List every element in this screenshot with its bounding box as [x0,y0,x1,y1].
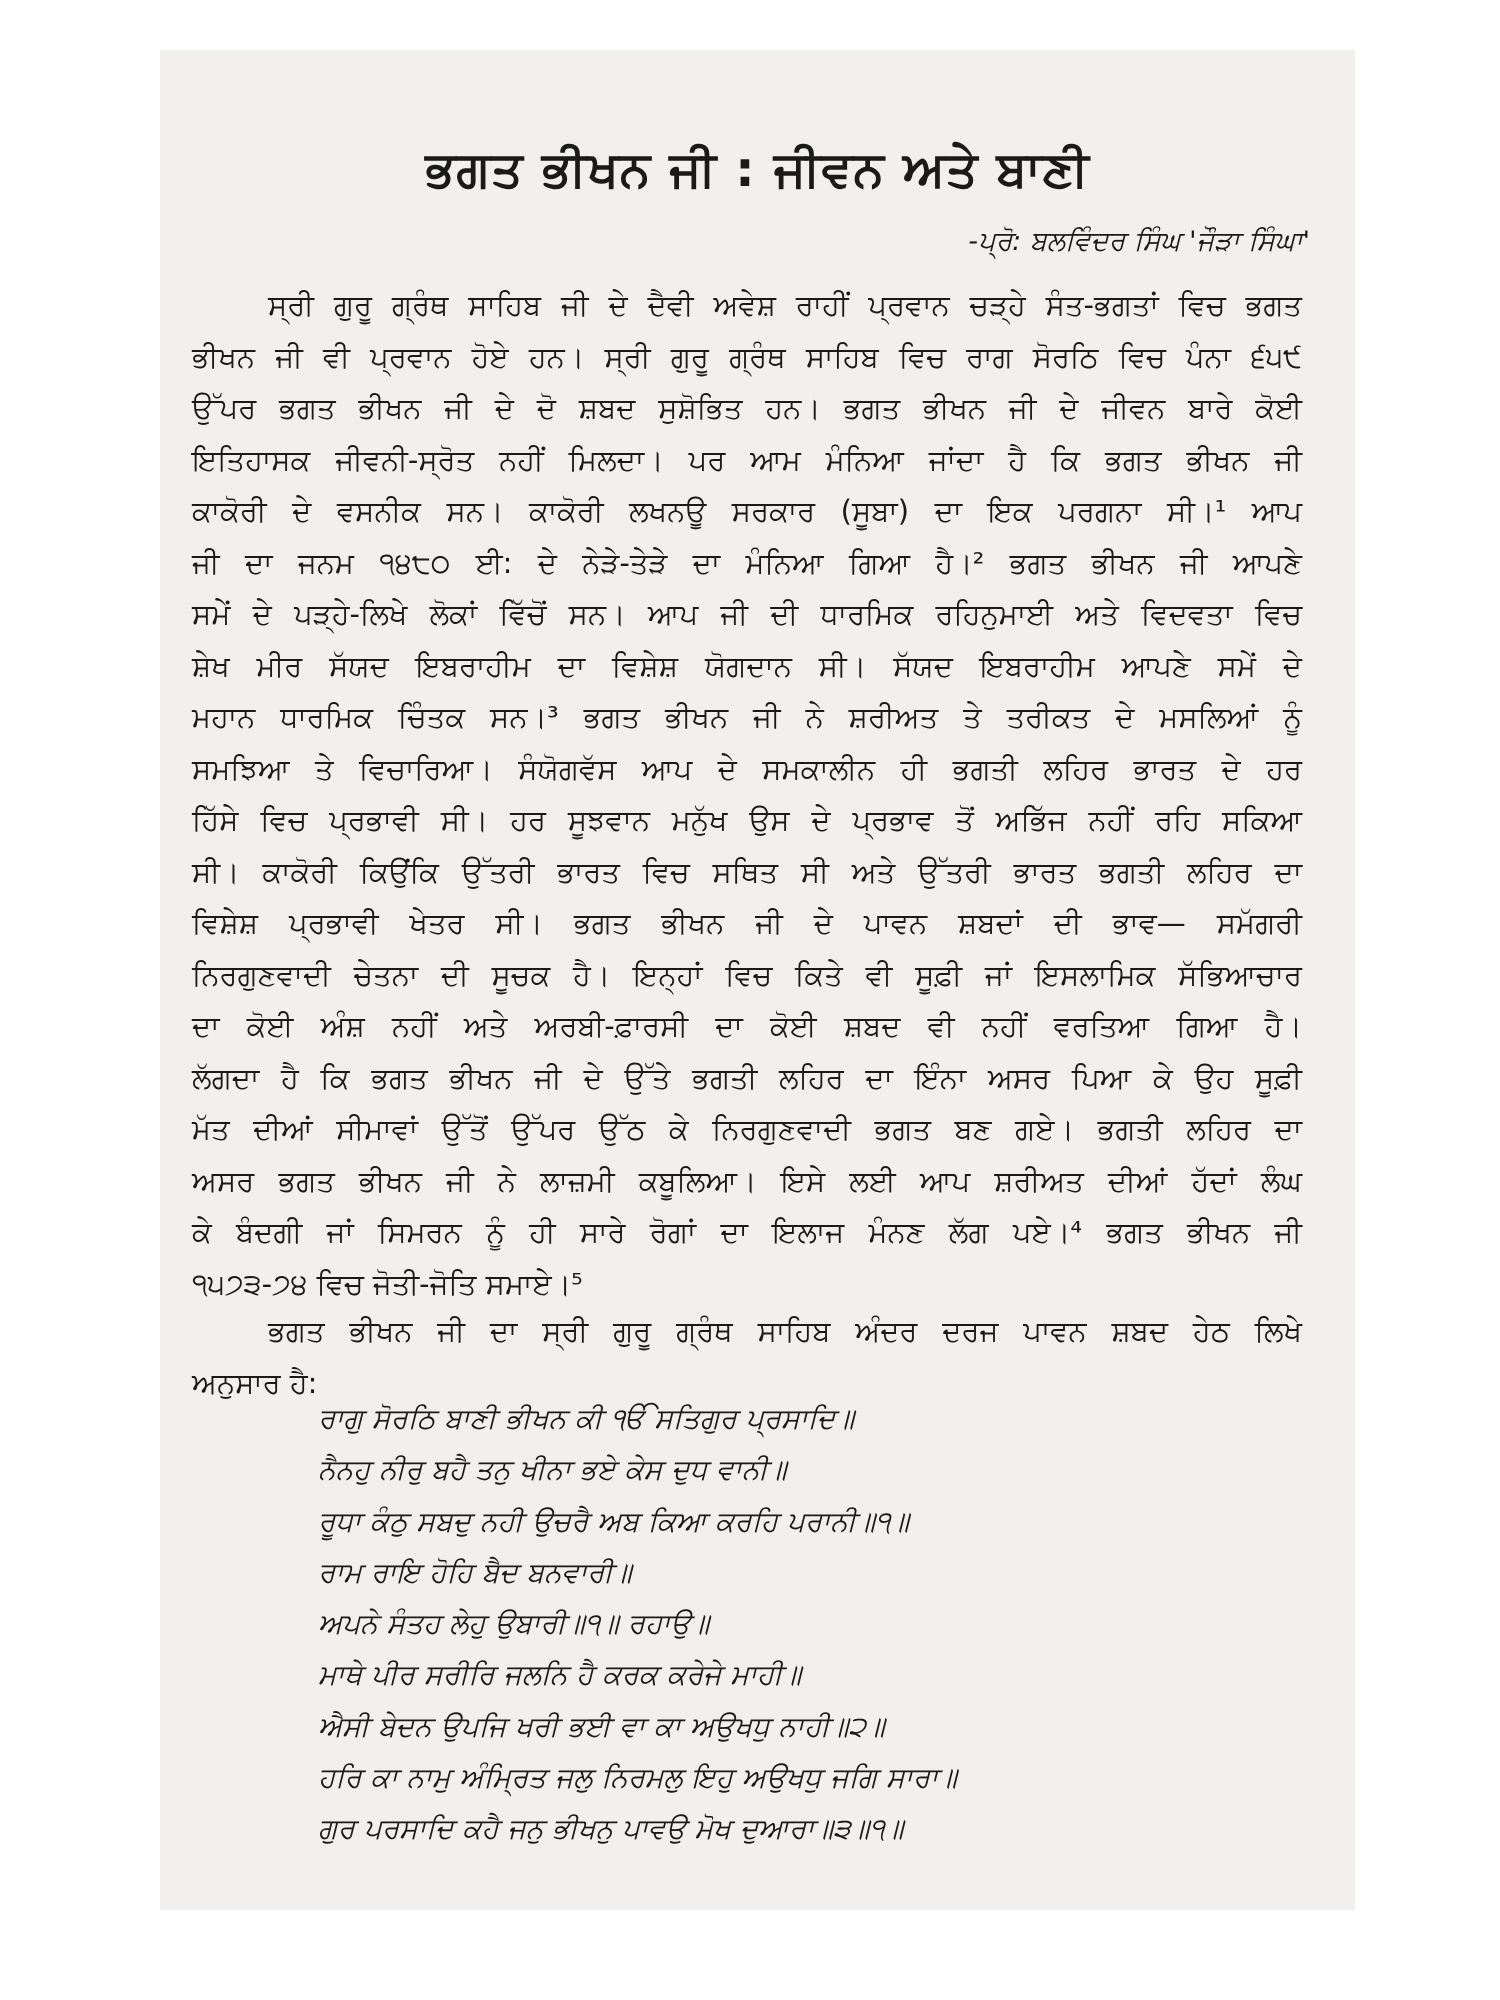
shabad-verse [318,1393,957,1855]
paragraph-line: ਉੱਪਰ ਭਗਤ ਭੀਖਨ ਜੀ ਦੇ ਦੋ ਸ਼ਬਦ ਸੁਸ਼ੋਭਿਤ ਹਨ। ਭਗਤ ਭੀਖਨ ਜੀ ਦੇ ਜੀਵਨ ਬਾਰੇ ਕੋਈ [192,391,1302,425]
paragraph-line: ਸ੍ਰੀ ਗੁਰੂ ਗ੍ਰੰਥ ਸਾਹਿਬ ਜੀ ਦੇ ਦੈਵੀ ਅਵੇਸ਼ ਰਾਹੀਂ ਪ੍ਰਵਾਨ ਚੜ੍ਹੇ ਸੰਤ-ਭਗਤਾਂ ਵਿਚ ਭਗਤ [268,288,1302,322]
verse-line: ਹਰਿ ਕਾ ਨਾਮੁ ਅੰਮ੍ਰਿਤ ਜਲੁ ਨਿਰਮਲੁ ਇਹੁ ਅਉਖਧੁ ਜਗਿ ਸਾਰਾ॥ [318,1761,957,1795]
paragraph-line: ਹਿੱਸੇ ਵਿਚ ਪ੍ਰਭਾਵੀ ਸੀ। ਹਰ ਸੂਝਵਾਨ ਮਨੁੱਖ ਉਸ ਦੇ ਪ੍ਰਭਾਵ ਤੋਂ ਅਭਿੱਜ ਨਹੀਂ ਰਹਿ ਸਕਿਆ [192,803,1302,837]
paragraph-line: ਇਤਿਹਾਸਕ ਜੀਵਨੀ-ਸ੍ਰੋਤ ਨਹੀਂ ਮਿਲਦਾ। ਪਰ ਆਮ ਮੰਨਿਆ ਜਾਂਦਾ ਹੈ ਕਿ ਭਗਤ ਭੀਖਨ ਜੀ [192,442,1302,477]
paragraph-line: ਕੇ ਬੰਦਗੀ ਜਾਂ ਸਿਮਰਨ ਨੂੰ ਹੀ ਸਾਰੇ ਰੋਗਾਂ ਦਾ ਇਲਾਜ ਮੰਨਣ ਲੱਗ ਪਏ।⁴ ਭਗਤ ਭੀਖਨ ਜੀ [192,1215,1302,1249]
paragraph-line: ਮੱਤ ਦੀਆਂ ਸੀਮਾਵਾਂ ਉੱਤੋਂ ਉੱਪਰ ਉੱਠ ਕੇ ਨਿਰਗੁਣਵਾਦੀ ਭਗਤ ਬਣ ਗਏ। ਭਗਤੀ ਲਹਿਰ ਦਾ [192,1112,1302,1146]
body-paragraph [192,280,1302,1310]
paragraph-line: ਜੀ ਦਾ ਜਨਮ ੧੪੮੦ ਈ: ਦੇ ਨੇੜੇ-ਤੇੜੇ ਦਾ ਮੰਨਿਆ ਗਿਆ ਹੈ।² ਭਗਤ ਭੀਖਨ ਜੀ ਆਪਣੇ [192,545,1302,580]
verse-line: ਅਪਨੇ ਸੰਤਹ ਲੇਹੁ ਉਬਾਰੀ॥੧॥ ਰਹਾਉ॥ [318,1607,710,1641]
verse-line: ਨੈਨਹੁ ਨੀਰੁ ਬਹੈ ਤਨੁ ਖੀਨਾ ਭਏ ਕੇਸ ਦੁਧ ਵਾਨੀ॥ [318,1453,787,1487]
paragraph-line: ਮਹਾਨ ਧਾਰਮਿਕ ਚਿੰਤਕ ਸਨ।³ ਭਗਤ ਭੀਖਨ ਜੀ ਨੇ ਸ਼ਰੀਅਤ ਤੇ ਤਰੀਕਤ ਦੇ ਮਸਲਿਆਂ ਨੂੰ [192,700,1302,734]
article-title: ਭਗਤ ਭੀਖਨ ਜੀ : ਜੀਵਨ ਅਤੇ ਬਾਣੀ [425,141,1090,198]
paragraph-line: ਵਿਸ਼ੇਸ਼ ਪ੍ਰਭਾਵੀ ਖੇਤਰ ਸੀ। ਭਗਤ ਭੀਖਨ ਜੀ ਦੇ ਪਾਵਨ ਸ਼ਬਦਾਂ ਦੀ ਭਾਵ— ਸਮੱਗਰੀ [192,906,1302,940]
verse-line: ਮਾਥੇ ਪੀਰ ਸਰੀਰਿ ਜਲਨਿ ਹੈ ਕਰਕ ਕਰੇਜੇ ਮਾਹੀ॥ [318,1658,802,1692]
verse-line: ਗੁਰ ਪਰਸਾਦਿ ਕਹੈ ਜਨੁ ਭੀਖਨੁ ਪਾਵਉ ਮੋਖ ਦੁਆਰਾ॥੩॥੧॥ [318,1812,904,1846]
paragraph-line: ੧੫੭੩-੭੪ ਵਿਚ ਜੋਤੀ-ਜੋਤਿ ਸਮਾਏ।⁵ [192,1266,583,1301]
verse-line: ਰੂਧਾ ਕੰਠੁ ਸਬਦੁ ਨਹੀ ਉਚਰੈ ਅਬ ਕਿਆ ਕਰਹਿ ਪਰਾਨੀ॥੧॥ [318,1504,910,1538]
paragraph-line: ਕਾਕੋਰੀ ਦੇ ਵਸਨੀਕ ਸਨ। ਕਾਕੋਰੀ ਲਖਨਊ ਸਰਕਾਰ (ਸੂਬਾ) ਦਾ ਇਕ ਪਰਗਨਾ ਸੀ।¹ ਆਪ [192,494,1302,528]
paragraph-line: ਸਮਝਿਆ ਤੇ ਵਿਚਾਰਿਆ। ਸੰਯੋਗਵੱਸ ਆਪ ਦੇ ਸਮਕਾਲੀਨ ਹੀ ਭਗਤੀ ਲਹਿਰ ਭਾਰਤ ਦੇ ਹਰ [192,751,1302,786]
paragraph-line: ਸ਼ੇਖ ਮੀਰ ਸੱਯਦ ਇਬਰਾਹੀਮ ਦਾ ਵਿਸ਼ੇਸ਼ ਯੋਗਦਾਨ ਸੀ। ਸੱਯਦ ਇਬਰਾਹੀਮ ਆਪਣੇ ਸਮੇਂ ਦੇ [192,648,1302,683]
paragraph-line: ਲੱਗਦਾ ਹੈ ਕਿ ਭਗਤ ਭੀਖਨ ਜੀ ਦੇ ਉੱਤੇ ਭਗਤੀ ਲਹਿਰ ਦਾ ਇੰਨਾ ਅਸਰ ਪਿਆ ਕੇ ਉਹ ਸੂਫ਼ੀ [192,1060,1302,1095]
paragraph-line: ਅਨੁਸਾਰ ਹੈ: [192,1365,318,1400]
paragraph-line: ਅਸਰ ਭਗਤ ਭੀਖਨ ਜੀ ਨੇ ਲਾਜ਼ਮੀ ਕਬੂਲਿਆ। ਇਸੇ ਲਈ ਆਪ ਸ਼ਰੀਅਤ ਦੀਆਂ ਹੱਦਾਂ ਲੰਘ [192,1163,1302,1198]
paragraph-line: ਸੀ। ਕਾਕੋਰੀ ਕਿਉਂਕਿ ਉੱਤਰੀ ਭਾਰਤ ਵਿਚ ਸਥਿਤ ਸੀ ਅਤੇ ਉੱਤਰੀ ਭਾਰਤ ਭਗਤੀ ਲਹਿਰ ਦਾ [192,854,1302,889]
paragraph-line: ਦਾ ਕੋਈ ਅੰਸ਼ ਨਹੀਂ ਅਤੇ ਅਰਬੀ-ਫ਼ਾਰਸੀ ਦਾ ਕੋਈ ਸ਼ਬਦ ਵੀ ਨਹੀਂ ਵਰਤਿਆ ਗਿਆ ਹੈ। [192,1009,1302,1043]
author-byline: -ਪ੍ਰੋ: ਬਲਵਿੰਦਰ ਸਿੰਘ 'ਜੌੜਾ ਸਿੰਘਾ' [968,226,1310,257]
verse-line: ਐਸੀ ਬੇਦਨ ਉਪਜਿ ਖਰੀ ਭਈ ਵਾ ਕਾ ਅਉਖਧੁ ਨਾਹੀ॥੨॥ [318,1709,885,1743]
verse-line: ਰਾਮ ਰਾਇ ਹੋਹਿ ਬੈਦ ਬਨਵਾਰੀ॥ [318,1555,632,1589]
paragraph-line: ਭੀਖਨ ਜੀ ਵੀ ਪ੍ਰਵਾਨ ਹੋਏ ਹਨ। ਸ੍ਰੀ ਗੁਰੂ ਗ੍ਰੰਥ ਸਾਹਿਬ ਵਿਚ ਰਾਗ ਸੋਰਠਿ ਵਿਚ ਪੰਨਾ ੬੫੯ [192,339,1302,374]
verse-line: ਰਾਗੁ ਸੋਰਠਿ ਬਾਣੀ ਭੀਖਨ ਕੀ ੴ ਸਤਿਗੁਰ ਪ੍ਰਸਾਦਿ॥ [318,1402,855,1435]
paragraph-line: ਨਿਰਗੁਣਵਾਦੀ ਚੇਤਨਾ ਦੀ ਸੂਚਕ ਹੈ। ਇਨ੍ਹਾਂ ਵਿਚ ਕਿਤੇ ਵੀ ਸੂਫ਼ੀ ਜਾਂ ਇਸਲਾਮਿਕ ਸੱਭਿਆਚਾਰ [192,957,1302,992]
paragraph-line: ਭਗਤ ਭੀਖਨ ਜੀ ਦਾ ਸ੍ਰੀ ਗੁਰੂ ਗ੍ਰੰਥ ਸਾਹਿਬ ਅੰਦਰ ਦਰਜ ਪਾਵਨ ਸ਼ਬਦ ਹੇਠ ਲਿਖੇ [268,1314,1302,1348]
paragraph-line: ਸਮੇਂ ਦੇ ਪੜ੍ਹੇ-ਲਿਖੇ ਲੋਕਾਂ ਵਿੱਚੋਂ ਸਨ। ਆਪ ਜੀ ਦੀ ਧਾਰਮਿਕ ਰਹਿਨੁਮਾਈ ਅਤੇ ਵਿਦਵਤਾ ਵਿਚ [192,597,1302,631]
